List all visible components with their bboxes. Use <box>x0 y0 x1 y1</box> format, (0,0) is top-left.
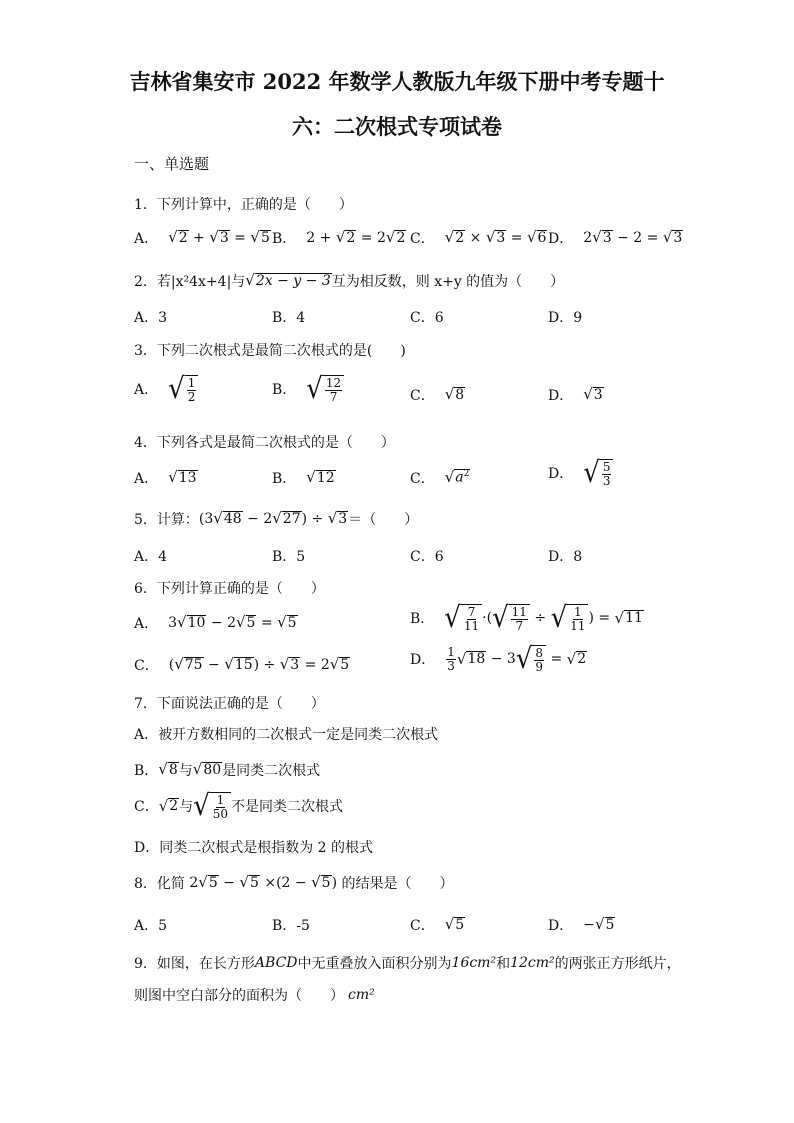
title-line-2: 六：二次根式专项试卷 <box>292 114 502 139</box>
q7-option-a[interactable]: A．被开方数相同的二次根式一定是同类二次根式 <box>134 727 439 743</box>
q1-a-expr: √ 2 + √ 3 = √ 5 <box>168 228 270 247</box>
q6-d-expr: $\frac{1}{3}$ √ 18 − 3 √ $\frac{8}{9}$ = √ 2 <box>447 642 587 676</box>
q3-option-d[interactable]: D． √ 3 <box>548 385 603 404</box>
section-heading: 一、单选题 <box>134 155 210 173</box>
q5-expr: (3 √ 48 − 2 √ 27 ) ÷ √ 3 <box>198 509 348 528</box>
q1-option-a[interactable]: A． √ 2 + √ 3 = √ 5 <box>134 228 270 247</box>
q8-c-expr: √ 5 <box>444 915 465 934</box>
q1-d-expr: 2 √ 3 − 2 = √ 3 <box>583 228 683 247</box>
title-line-1: 吉林省集安市 2022 年数学人教版九年级下册中考专题十 <box>129 69 665 94</box>
q3-b-expr: √ $\frac{12}{7}$ <box>306 375 344 403</box>
q5-option-b[interactable]: B．5 <box>272 549 306 565</box>
q5-option-a[interactable]: A．4 <box>134 549 168 565</box>
q6-a-expr: 3 √ 10 − 2 √ 5 = √ 5 <box>168 613 297 632</box>
q4-a-expr: √ 13 <box>168 468 197 487</box>
q6-option-c[interactable]: C． ( √ 75 − √ 15 ) ÷ √ 3 = 2 √ 5 <box>134 655 350 674</box>
q8-option-d[interactable]: D． − √ 5 <box>548 915 615 934</box>
q4-option-c[interactable]: C． √ $a^2$ <box>410 468 470 487</box>
q2-option-d[interactable]: D．9 <box>548 310 583 326</box>
question-8-stem: 8．化简 2 √ 5 − √ 5 ×(2 − √ 5 ) 的结果是（ ） <box>134 873 454 892</box>
q6-option-d[interactable]: D． $\frac{1}{3}$ √ 18 − 3 √ $\frac{8}{9}$ = √ 2 <box>410 642 587 676</box>
q2-option-a[interactable]: A．3 <box>134 310 168 326</box>
q8-d-expr: − √ 5 <box>583 915 615 934</box>
question-3-stem: 3．下列二次根式是最简二次根式的是( ) <box>134 343 406 359</box>
q2-option-b[interactable]: B．4 <box>272 310 306 326</box>
question-5-stem: 5．计算： (3 √ 48 − 2 √ 27 ) ÷ √ 3 ＝（ ） <box>134 509 419 528</box>
q4-option-d[interactable]: D． √ $\frac{5}{3}$ <box>548 459 613 487</box>
q5-option-d[interactable]: D．8 <box>548 549 583 565</box>
question-7-stem: 7．下面说法正确的是（ ） <box>134 696 325 712</box>
q4-c-expr: √ $a^2$ <box>444 468 470 487</box>
q3-a-expr: √ $\frac{1}{2}$ <box>168 375 198 403</box>
q3-option-a[interactable]: A． √ $\frac{1}{2}$ <box>134 375 198 403</box>
question-1-stem: 1．下列计算中，正确的是（ ） <box>134 197 353 213</box>
q6-option-b[interactable]: B． √ $\frac{7}{11}$ ·( √ $\frac{11}{7}$ ÷ √ $\frac{1}{11}$ ) = √ 11 <box>410 601 643 635</box>
q1-c-expr: √ 2 × √ 3 = √ 6 <box>444 228 547 247</box>
question-9-stem-line-1: 9．如图，在长方形 ABCD 中无重叠放入面积分别为 16cm² 和 12cm² 的两张正方形纸片， <box>134 955 681 972</box>
q7-option-b[interactable]: B． √ 8 与 √ 80 是同类二次根式 <box>134 760 321 779</box>
q8-expr: 2 √ 5 − √ 5 ×(2 − √ 5 ) <box>184 873 342 892</box>
q4-option-a[interactable]: A． √ 13 <box>134 468 197 487</box>
q7-option-d[interactable]: D．同类二次根式是根指数为 2 的根式 <box>134 840 374 856</box>
q2-option-c[interactable]: C．6 <box>410 310 444 326</box>
q3-d-expr: √ 3 <box>583 385 603 404</box>
q8-option-a[interactable]: A．5 <box>134 918 168 934</box>
q3-option-b[interactable]: B． √ $\frac{12}{7}$ <box>272 375 344 403</box>
q5-option-c[interactable]: C．6 <box>410 549 444 565</box>
q1-option-c[interactable]: C． √ 2 × √ 3 = √ 6 <box>410 228 547 247</box>
q6-option-a[interactable]: A． 3 √ 10 − 2 √ 5 = √ 5 <box>134 613 297 632</box>
question-4-stem: 4．下列各式是最简二次根式的是（ ） <box>134 435 395 451</box>
q4-b-expr: √ 12 <box>306 468 335 487</box>
q1-option-d[interactable]: D． 2 √ 3 − 2 = √ 3 <box>548 228 683 247</box>
q1-b-expr: 2 + √ 2 = 2 √ 2 <box>306 228 406 247</box>
q1-option-b[interactable]: B． 2 + √ 2 = 2 √ 2 <box>272 228 406 247</box>
q8-option-b[interactable]: B．-5 <box>272 918 310 934</box>
q3-c-expr: √ 8 <box>444 385 465 404</box>
q8-option-c[interactable]: C． √ 5 <box>410 915 465 934</box>
q6-b-expr: √ $\frac{7}{11}$ ·( √ $\frac{11}{7}$ ÷ √ $\frac{1}{11}$ ) = √ 11 <box>444 601 643 635</box>
q3-option-c[interactable]: C． √ 8 <box>410 385 465 404</box>
question-6-stem: 6．下列计算正确的是（ ） <box>134 581 325 597</box>
q6-c-expr: ( √ 75 − √ 15 ) ÷ √ 3 = 2 √ 5 <box>168 655 350 674</box>
question-9-stem-line-2: 则图中空白部分的面积为（ ） cm² <box>134 987 375 1004</box>
q7-option-c[interactable]: C． √ 2 与 √ $\frac{1}{50}$ 不是同类二次根式 <box>134 789 344 823</box>
question-2-stem: 2．若|x²4x+4|与 √ 2x − y − 3 互为相反数，则 x+y 的值为（ ） <box>134 271 565 290</box>
q4-d-expr: √ $\frac{5}{3}$ <box>583 459 613 487</box>
q4-option-b[interactable]: B． √ 12 <box>272 468 335 487</box>
